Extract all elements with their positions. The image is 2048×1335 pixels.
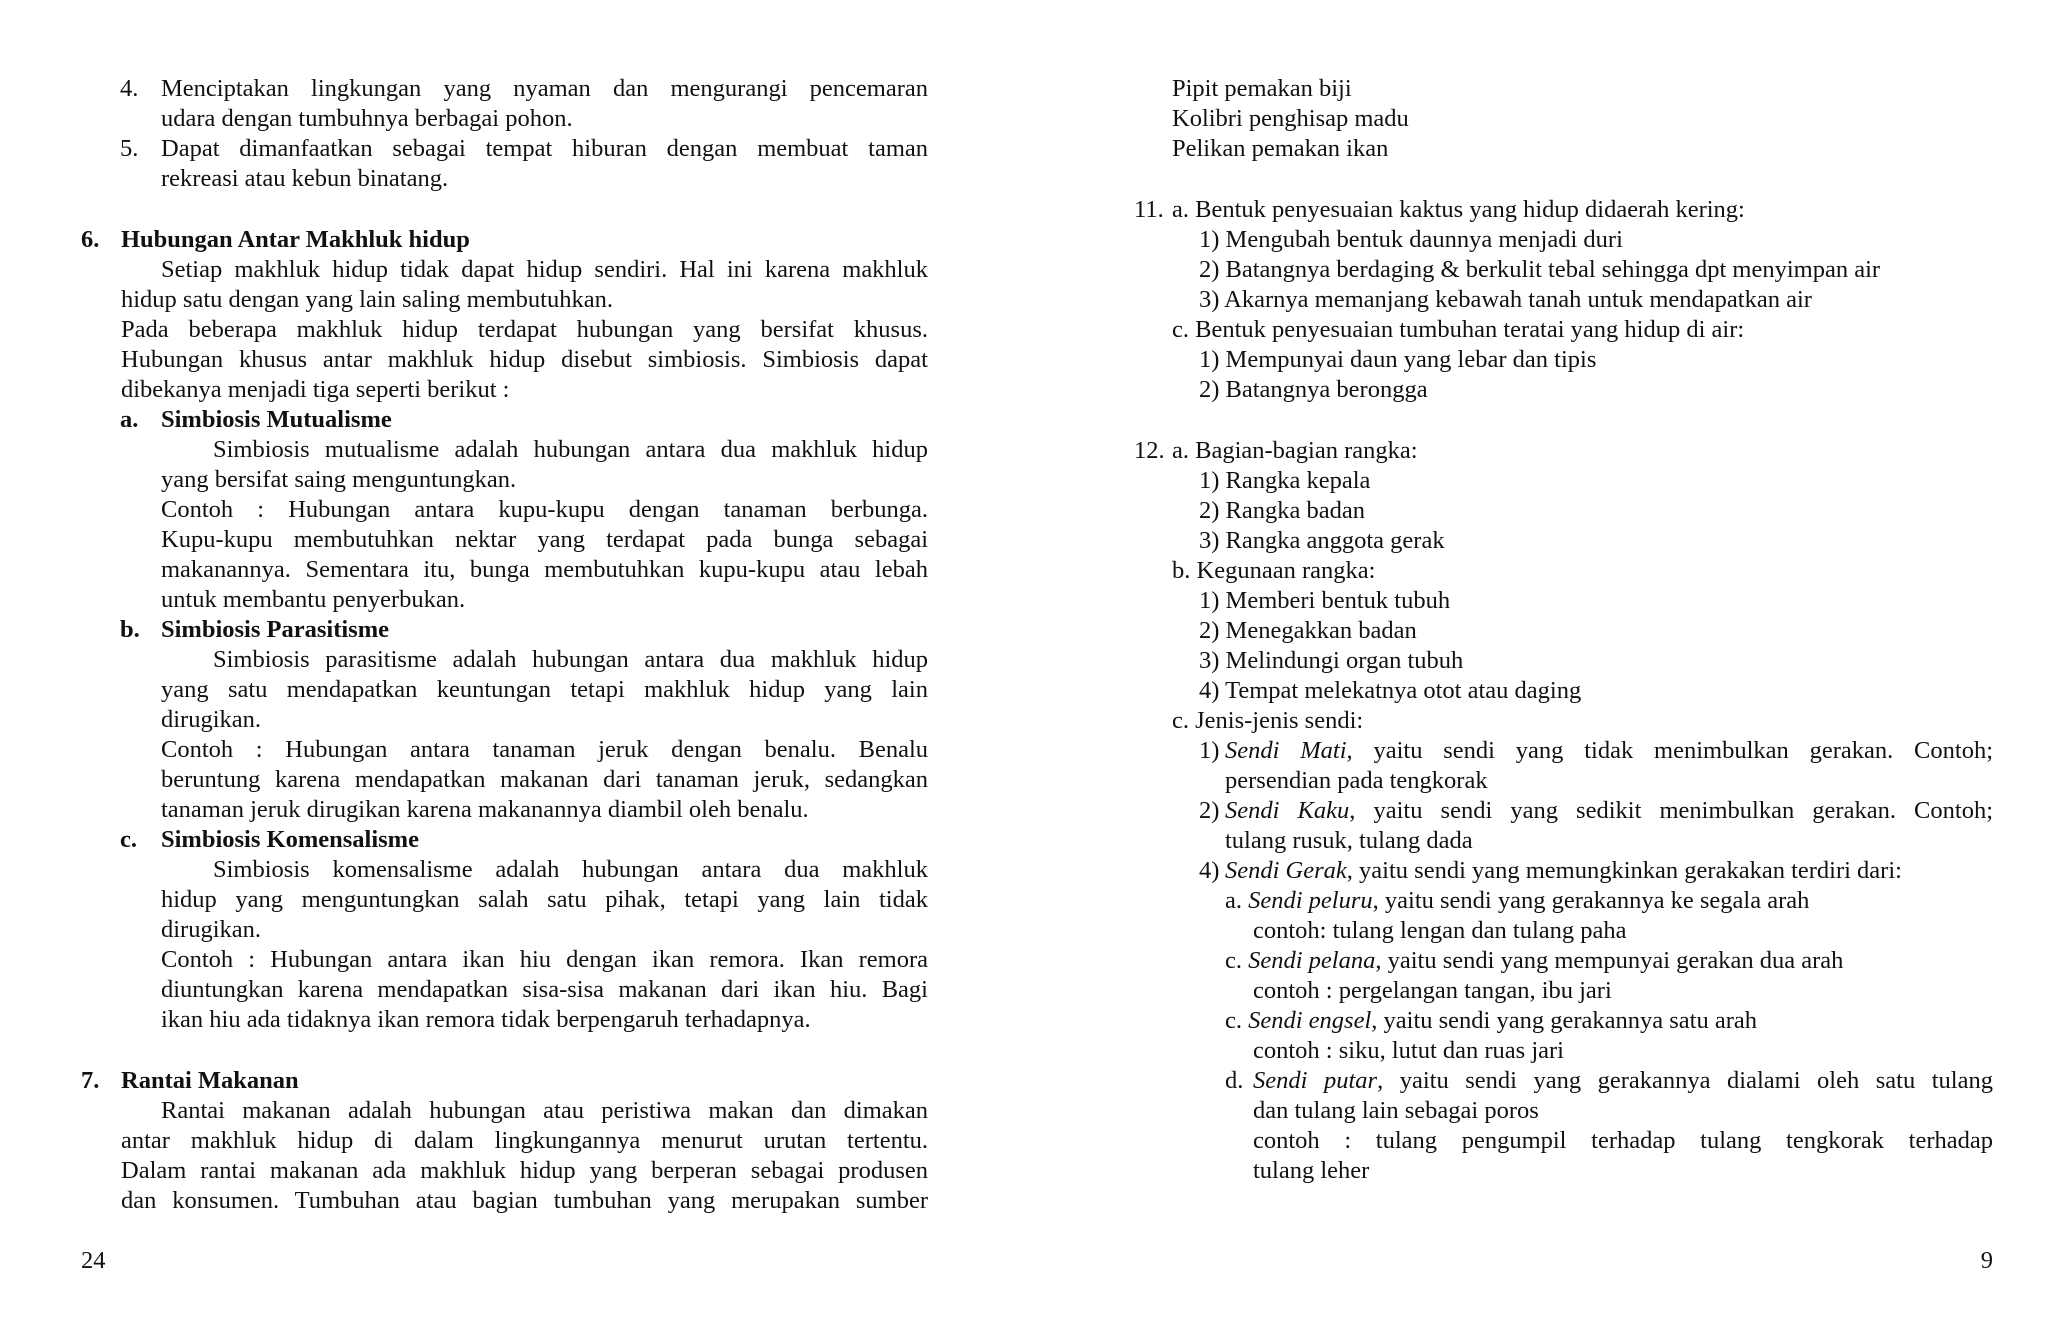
sub-label: c. [1225, 1007, 1242, 1034]
list-item: 1) Memberi bentuk tubuh [1199, 587, 1451, 614]
paragraph-line: dirugikan. [161, 706, 262, 733]
question-number: 11. [1134, 196, 1164, 223]
list-item: 1) Mempunyai daun yang lebar dan tipis [1199, 346, 1597, 373]
list-item: Pelikan pemakan ikan [1172, 135, 1389, 162]
subsection-heading: Simbiosis Mutualisme [161, 406, 392, 433]
paragraph-line: dibekanya menjadi tiga seperti berikut : [121, 376, 510, 403]
section-heading: Hubungan Antar Makhluk hidup [121, 226, 470, 253]
sub-item-text: dan tulang lain sebagai poros [1253, 1097, 1539, 1124]
term: Sendi putar [1253, 1067, 1378, 1094]
list-item-text [1225, 856, 1902, 886]
definition: , yaitu sendi yang memungkinkan gerakakan terdiri dari: [1346, 857, 1902, 884]
list-item: Kolibri penghisap madu [1172, 105, 1409, 132]
section-number: 6. [81, 226, 100, 253]
subsection-label: b. [120, 616, 140, 643]
paragraph-line: ikan hiu ada tidaknya ikan remora tidak berpengaruh terhadapnya. [161, 1006, 811, 1033]
term: Sendi pelana [1248, 947, 1376, 974]
subsection-label: c. [120, 826, 137, 853]
sub-item [1225, 886, 1809, 916]
list-item: 3) Akarnya memanjang kebawah tanah untuk mendapatkan air [1199, 286, 1812, 313]
sub-item [1253, 1066, 1993, 1096]
paragraph-line: diuntungkan karena mendapatkan sisa-sisa makanan dari ikan hiu. Bagi [161, 976, 928, 1003]
page-number: 9 [1980, 1247, 1993, 1274]
paragraph-line: Rantai makanan adalah hubungan atau peristiwa makan dan dimakan [161, 1097, 928, 1124]
list-number: 4) [1199, 857, 1220, 884]
list-item: Pipit pemakan biji [1172, 75, 1352, 102]
term: Sendi Gerak [1225, 857, 1347, 884]
list-item: 4) Tempat melekatnya otot atau daging [1199, 677, 1582, 704]
definition: , yaitu sendi yang gerakannya ke segala arah [1372, 887, 1810, 914]
sub-label: a. [1225, 887, 1242, 914]
definition: , yaitu sendi yang tidak menimbulkan gerakan. Contoh; [1346, 737, 1993, 764]
sub-item [1225, 1006, 1757, 1036]
list-item: 2) Rangka badan [1199, 497, 1365, 524]
section-number: 7. [81, 1067, 100, 1094]
subsection-heading: Simbiosis Parasitisme [161, 616, 389, 643]
example-line: tulang leher [1253, 1157, 1370, 1184]
list-item-text [1225, 796, 1993, 826]
example-line: contoh : pergelangan tangan, ibu jari [1253, 977, 1612, 1004]
sub-item [1225, 946, 1843, 976]
sub-label: d. [1225, 1067, 1244, 1094]
list-item: 3) Rangka anggota gerak [1199, 527, 1445, 554]
term: Sendi engsel [1248, 1007, 1372, 1034]
paragraph-line: Contoh : Hubungan antara tanaman jeruk dengan benalu. Benalu [161, 736, 928, 763]
list-number: 4. [120, 75, 139, 102]
paragraph-line: beruntung karena mendapatkan makanan dari tanaman jeruk, sedangkan [161, 766, 928, 793]
paragraph-line: yang satu mendapatkan keuntungan tetapi makhluk hidup yang lain [161, 676, 928, 703]
example-line: contoh : siku, lutut dan ruas jari [1253, 1037, 1564, 1064]
term: Sendi Kaku [1225, 797, 1350, 824]
list-number: 5. [120, 135, 139, 162]
paragraph-line: Simbiosis parasitisme adalah hubungan antara dua makhluk hidup [213, 646, 928, 673]
list-number: 2) [1199, 797, 1220, 824]
term: Sendi peluru [1248, 887, 1373, 914]
list-item: 1) Rangka kepala [1199, 467, 1371, 494]
paragraph-line: tanaman jeruk dirugikan karena makanannya diambil oleh benalu. [161, 796, 809, 823]
paragraph-line: hidup yang menguntungkan salah satu pihak, tetapi yang lain tidak [161, 886, 928, 913]
list-heading: a. Bagian-bagian rangka: [1172, 437, 1418, 464]
paragraph-line: untuk membantu penyerbukan. [161, 586, 466, 613]
section-heading: Rantai Makanan [121, 1067, 299, 1094]
paragraph-line: Simbiosis komensalisme adalah hubungan antara dua makhluk [213, 856, 928, 883]
paragraph-line: Setiap makhluk hidup tidak dapat hidup sendiri. Hal ini karena makhluk [161, 256, 928, 283]
paragraph-line: Contoh : Hubungan antara ikan hiu dengan ikan remora. Ikan remora [161, 946, 928, 973]
list-item-text: persendian pada tengkorak [1225, 767, 1488, 794]
list-heading: c. Jenis-jenis sendi: [1172, 707, 1364, 734]
paragraph-line: Kupu-kupu membutuhkan nektar yang terdapat pada bunga sebagai [161, 526, 928, 553]
subsection-label: a. [120, 406, 139, 433]
list-heading: c. Bentuk penyesuaian tumbuhan teratai yang hidup di air: [1172, 316, 1745, 343]
list-item: 2) Batangnya berdaging & berkulit tebal sehingga dpt menyimpan air [1199, 256, 1881, 283]
paragraph-line: makanannya. Sementara itu, bunga membutuhkan kupu-kupu atau lebah [161, 556, 928, 583]
definition: , yaitu sendi yang gerakannya satu arah [1371, 1007, 1758, 1034]
definition: , yaitu sendi yang gerakannya dialami oleh satu tulang [1377, 1067, 1993, 1094]
sub-label: c. [1225, 947, 1242, 974]
example-line: contoh : tulang pengumpil terhadap tulang tengkorak terhadap [1253, 1127, 1993, 1154]
list-item: 2) Menegakkan badan [1199, 617, 1417, 644]
list-item-text: Menciptakan lingkungan yang nyaman dan mengurangi pencemaran [161, 75, 928, 102]
paragraph-line: dirugikan. [161, 916, 262, 943]
definition: , yaitu sendi yang sedikit menimbulkan gerakan. Contoh; [1349, 797, 1993, 824]
paragraph-line: antar makhluk hidup di dalam lingkungannya menurut urutan tertentu. [121, 1127, 928, 1154]
list-item: 2) Batangnya berongga [1199, 376, 1428, 403]
paragraph-line: Hubungan khusus antar makhluk hidup disebut simbiosis. Simbiosis dapat [121, 346, 928, 373]
list-heading: a. Bentuk penyesuaian kaktus yang hidup didaerah kering: [1172, 196, 1745, 223]
example-line: contoh: tulang lengan dan tulang paha [1253, 917, 1627, 944]
list-item-text: rekreasi atau kebun binatang. [161, 165, 449, 192]
definition: , yaitu sendi yang mempunyai gerakan dua arah [1375, 947, 1844, 974]
right-page [1024, 0, 2048, 1335]
paragraph-line: dan konsumen. Tumbuhan atau bagian tumbuhan yang merupakan sumber [121, 1187, 928, 1214]
list-item: 3) Melindungi organ tubuh [1199, 647, 1464, 674]
list-item-text: Dapat dimanfaatkan sebagai tempat hiburan dengan membuat taman [161, 135, 928, 162]
list-item: 1) Mengubah bentuk daunnya menjadi duri [1199, 226, 1623, 253]
paragraph-line: hidup satu dengan yang lain saling membutuhkan. [121, 286, 613, 313]
question-number: 12. [1134, 437, 1165, 464]
list-item-text: tulang rusuk, tulang dada [1225, 827, 1473, 854]
paragraph-line: yang bersifat saing menguntungkan. [161, 466, 517, 493]
paragraph-line: Pada beberapa makhluk hidup terdapat hubungan yang bersifat khusus. [121, 316, 928, 343]
list-number: 1) [1199, 737, 1220, 764]
list-heading: b. Kegunaan rangka: [1172, 557, 1376, 584]
list-item-text [1225, 736, 1993, 766]
subsection-heading: Simbiosis Komensalisme [161, 826, 419, 853]
paragraph-line: Contoh : Hubungan antara kupu-kupu dengan tanaman berbunga. [161, 496, 928, 523]
page-number: 24 [81, 1247, 106, 1274]
term: Sendi Mati [1225, 737, 1347, 764]
paragraph-line: Simbiosis mutualisme adalah hubungan antara dua makhluk hidup [213, 436, 928, 463]
list-item-text: udara dengan tumbuhnya berbagai pohon. [161, 105, 573, 132]
paragraph-line: Dalam rantai makanan ada makhluk hidup yang berperan sebagai produsen [121, 1157, 928, 1184]
